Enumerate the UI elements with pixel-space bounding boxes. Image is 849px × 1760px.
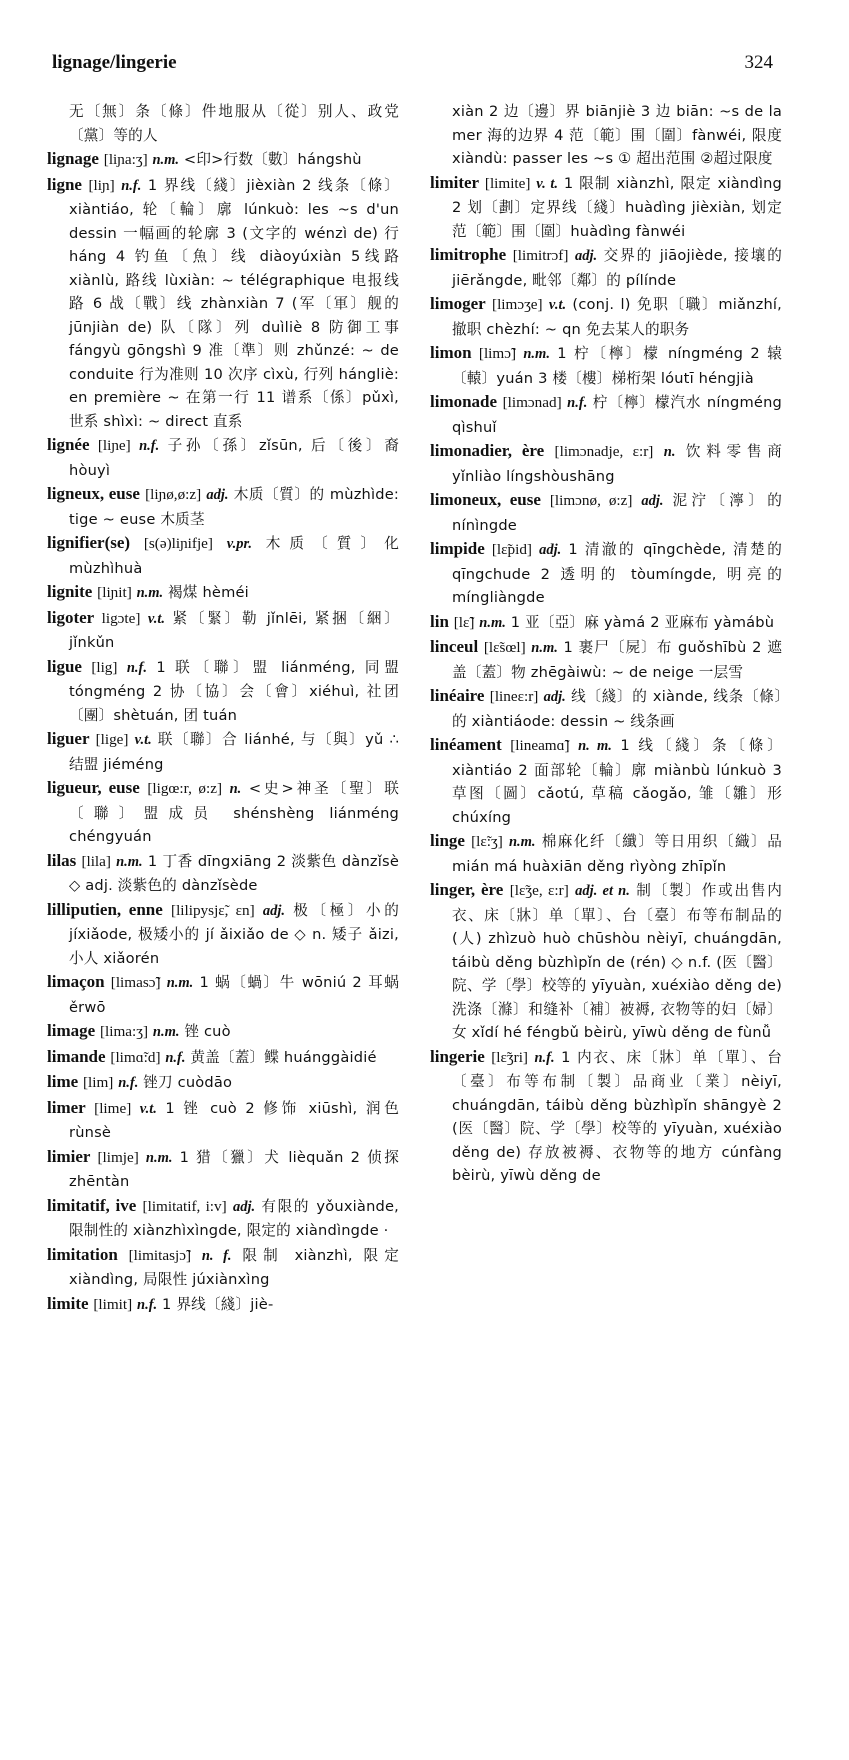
phonetic: [lɛ̃pid]	[491, 541, 532, 558]
grammar-label: n.m.	[152, 152, 180, 168]
headword: linéament	[430, 735, 502, 754]
dictionary-entry	[47, 1194, 399, 1243]
definition: 1 限制 xiànzhì, 限定 xiàndìng 2 划〔劃〕定界线〔綫〕huàdìng jièxiàn, 划定范〔範〕围〔圍〕huàdìng fànwéi	[452, 174, 782, 240]
phonetic: [limitatif, i:v]	[142, 1197, 227, 1215]
dictionary-entry	[47, 898, 399, 971]
dictionary-entry	[47, 147, 399, 173]
definition: 1 锉 cuò 2 修饰 xiūshì, 润色 rùnsè	[69, 1099, 400, 1141]
headword: linceul	[430, 637, 479, 656]
dictionary-entry	[430, 733, 782, 829]
phonetic: [lɛ̃ʒe, ɛ:r]	[509, 882, 569, 899]
phonetic: [lɛ̃]	[453, 613, 475, 631]
headword: limoneux, euse	[430, 490, 541, 509]
grammar-label: n.m.	[508, 834, 536, 850]
grammar-label: adj.	[641, 493, 664, 509]
definition: 1 蜗〔蝸〕牛 wōniú 2 耳蜗 ěrwō	[69, 974, 399, 1016]
definition: 锉 cuò	[184, 1023, 231, 1040]
phonetic: [limɔnad]	[502, 394, 562, 411]
grammar-label: n.m.	[531, 640, 558, 656]
grammar-label: n.m.	[136, 585, 164, 601]
dictionary-entry	[47, 776, 399, 849]
phonetic: [limit]	[93, 1295, 133, 1313]
phonetic: [liɲe]	[97, 437, 131, 454]
phonetic: [lɛ̃ʒri]	[491, 1048, 528, 1066]
headword: ligoter	[47, 607, 95, 627]
definition: 褐煤 hèméi	[168, 584, 249, 601]
entry-continuation	[47, 100, 399, 147]
headword: lignifier(se)	[47, 533, 131, 552]
definition: 棉麻化纤〔纖〕等日用织〔織〕品 mián má huàxiān děng rìyòng zhīpǐn	[452, 833, 783, 875]
definition: 1 内衣、床〔牀〕单〔單〕、台〔臺〕布等布制〔製〕品商业〔業〕nèiyī, chuángdān, táibù děng bùzhìpǐn shāngyè 2 (医〔醫〕院、学〔學〕校等的 yīyuàn, xuéxiào děng de) 存放被褥、衣物等的地方 cúnfàng bèirù, yīwù děng de	[452, 1048, 782, 1184]
headword: limande	[47, 1046, 106, 1066]
dictionary-entry	[47, 606, 399, 655]
definition: 锉刀 cuòdāo	[143, 1074, 233, 1091]
left-column	[47, 100, 399, 1317]
dictionary-entry	[430, 390, 782, 439]
grammar-label: v.t.	[147, 610, 166, 627]
phonetic: [lɛ̃sœl]	[483, 639, 526, 656]
grammar-label: n.f.	[534, 1049, 555, 1066]
definition: 1 裹尸〔屍〕布 guǒshībù 2 遮盖〔蓋〕物 zhēgàiwù: ~ de neige 一层雪	[452, 639, 783, 681]
definition: 交界的 jiāojiède, 接壤的 jiērǎngde, 毗邻〔鄰〕的 pílínde	[452, 247, 783, 289]
dictionary-entry	[47, 970, 399, 1019]
headword: limitatif, ive	[47, 1195, 137, 1215]
definition: 紧〔緊〕勒 jǐnlēi, 紧捆〔綑〕jǐnkǔn	[69, 609, 400, 651]
grammar-label: n.m.	[479, 614, 506, 631]
dictionary-entry	[430, 439, 782, 488]
right-column	[430, 100, 782, 1188]
headword: lilas	[47, 850, 77, 870]
dictionary-entry	[430, 243, 782, 292]
headword: linger, ère	[430, 880, 504, 899]
headword: limonadier, ère	[430, 441, 545, 460]
definition: 1 线〔綫〕条〔條〕xiàntiáo 2 面部轮〔輪〕廓 miànbù lúnkuò 3 草图〔圖〕cǎotú, 草稿 cǎogǎo, 雏〔雛〕形 chúxíng	[452, 737, 783, 826]
dictionary-entry	[47, 727, 399, 776]
definition: 泥泞〔濘〕的 nínìngde	[452, 492, 782, 534]
headword: linge	[430, 831, 465, 850]
grammar-label: n.	[229, 781, 242, 797]
page-number: 324	[744, 52, 773, 73]
phonetic: [lineɛ:r]	[489, 688, 539, 705]
definition: (conj. l) 免职〔職〕miǎnzhí, 撤职 chèzhí: ~ qn 免去某人的职务	[452, 296, 783, 338]
headword: limier	[47, 1146, 91, 1166]
dictionary-entry	[47, 1096, 399, 1145]
dictionary-entry	[47, 173, 399, 434]
dictionary-entry	[430, 292, 782, 341]
dictionary-entry	[47, 1292, 399, 1318]
headword: ligue	[47, 656, 82, 676]
definition: 饮料零售商 yǐnliào língshòushāng	[452, 443, 783, 485]
dictionary-entry	[47, 433, 399, 482]
definition: 柠〔檸〕檬汽水 níngméng qìshuǐ	[452, 394, 782, 436]
grammar-label: v. t.	[536, 175, 559, 192]
definition: 有限的 yǒuxiànde, 限制性的 xiànzhìxìngde, 限定的 xiàndìngde ·	[69, 1197, 399, 1239]
phonetic: [limasɔ̃]	[110, 974, 161, 991]
headword: limer	[47, 1097, 86, 1117]
grammar-label: adj.	[539, 542, 562, 558]
grammar-label: adj.	[543, 689, 566, 705]
definition: 1 亚〔亞〕麻 yàmá 2 亚麻布 yàmábù	[510, 613, 775, 631]
definition: 1 联〔聯〕盟 liánméng, 同盟 tóngméng 2 协〔協〕会〔會〕xiéhuì, 社团〔團〕shètuán, 团 tuán	[69, 658, 400, 724]
headword: limitrophe	[430, 245, 507, 264]
dictionary-entry	[430, 171, 782, 244]
phonetic: [limɑ̃:d]	[110, 1048, 161, 1066]
grammar-label: adj.	[232, 1198, 256, 1215]
definition: 无〔無〕条〔條〕件地服从〔從〕别人、政党〔黨〕等的人	[69, 103, 399, 144]
grammar-label: adj.	[206, 487, 229, 503]
headword: limiter	[430, 172, 480, 192]
dictionary-entry	[47, 1243, 399, 1292]
dictionary-entry	[430, 610, 782, 636]
definition: 1 清澈的 qīngchède, 清楚的 qīngchude 2 透明的 tòumíngde, 明亮的 míngliàngde	[452, 541, 783, 606]
phonetic: [limɔnø, ø:z]	[549, 492, 633, 509]
grammar-label: n.m.	[145, 1149, 173, 1166]
dictionary-entry	[430, 684, 782, 733]
dictionary-entry	[47, 580, 399, 606]
headword: ligneux, euse	[47, 484, 140, 503]
grammar-label: n.f.	[121, 177, 142, 194]
phonetic: [liɲø,ø:z]	[145, 486, 202, 503]
phonetic: [lige]	[95, 731, 129, 748]
phonetic: [limitasjɔ̃]	[128, 1246, 192, 1264]
grammar-label: adj. et n.	[575, 883, 630, 899]
definition: xiàn 2 边〔邊〕界 biānjiè 3 边 biān: ~s de la mer 海的边界 4 范〔範〕围〔圍〕fànwéi, 限度 xiàndù: passer les ~s ① 超出范围 ②超过限度	[452, 103, 782, 167]
definition: 1 界线〔綫〕jièxiàn 2 线条〔條〕xiàntiáo, 轮〔輪〕廓 lúnkuò: les ~s d'un dessin 一幅画的轮廓 3 (文字的 wénzì de) 行 háng 4 钓鱼〔魚〕线 diàoyúxiàn 5线路 xiànlù, 路线 lùxiàn: ~ télégraphique 电报线路 6 战〔戰〕线 zhànxiàn 7 (军〔軍〕舰的 jūnjiàn de) 队〔隊〕列 duìliè 8 防御工事 fángyù gōngshì 9 准〔準〕则 zhǔnzé: ~ de conduite 行为准则 10 次序 cìxù, 行列 hángliè: en première ~ 在第一行 11 谱系〔係〕pǔxì, 世系 shìxì: ~ direct 直系	[69, 176, 400, 430]
dictionary-entry	[47, 1070, 399, 1096]
grammar-label: n.f.	[137, 1296, 158, 1313]
grammar-label: n.m.	[116, 853, 143, 870]
grammar-label: adj.	[262, 902, 286, 919]
phonetic: [lig]	[91, 658, 118, 676]
dictionary-entry	[47, 1045, 399, 1071]
phonetic: [lim]	[82, 1074, 114, 1091]
definition: 1 猎〔獵〕犬 lièquǎn 2 侦探 zhēntàn	[69, 1148, 400, 1190]
grammar-label: n.	[663, 444, 676, 460]
page-header	[52, 52, 773, 82]
grammar-label: n.f.	[165, 1049, 186, 1066]
definition: 极〔極〕小的 jíxiǎode, 极矮小的 jí ǎixiǎo de ◇ n. 矮子 ǎizi, 小人 xiǎorén	[69, 901, 399, 967]
phonetic: [limje]	[97, 1148, 139, 1166]
headword: ligne	[47, 174, 82, 194]
phonetic: [lilipysjɛ̃, ɛn]	[171, 901, 255, 919]
grammar-label: v.t.	[134, 732, 152, 748]
dictionary-entry	[430, 1045, 782, 1188]
headword: limonade	[430, 392, 498, 411]
grammar-label: v.t.	[139, 1100, 157, 1117]
phonetic: [liɲa:ʒ]	[103, 151, 148, 168]
headword: limpide	[430, 539, 485, 558]
entry-continuation	[430, 100, 782, 171]
grammar-label: v.t.	[548, 297, 567, 313]
phonetic: [limite]	[484, 174, 531, 192]
phonetic: [lineamɑ̃]	[510, 737, 570, 754]
phonetic: [limitrɔf]	[512, 247, 569, 264]
headword: lime	[47, 1072, 79, 1091]
dictionary-entry	[430, 341, 782, 390]
headword: lilliputien, enne	[47, 899, 163, 919]
headword: lingerie	[430, 1046, 485, 1066]
phonetic: [limɔʒe]	[492, 296, 543, 313]
phonetic: [liɲit]	[97, 584, 132, 601]
grammar-label: n.m.	[166, 975, 194, 991]
phonetic: [liɲ]	[88, 176, 115, 194]
dictionary-entry	[47, 1019, 399, 1045]
headword: liguer	[47, 729, 90, 748]
dictionary-entry	[47, 655, 399, 728]
phonetic: [s(ə)liɲifje]	[143, 535, 213, 552]
dictionary-entry	[430, 488, 782, 537]
definition: 木质〔質〕化 mùzhìhuà	[69, 535, 399, 577]
dictionary-entry	[430, 537, 782, 610]
definition: 1 柠〔檸〕檬 níngméng 2 辕〔轅〕yuán 3 楼〔樓〕梯桁架 lóutī héngjià	[452, 345, 783, 387]
headword: limoger	[430, 294, 486, 313]
definition: 黄盖〔蓋〕鲽 huánggàidié	[190, 1048, 377, 1066]
definition: 限制 xiànzhì, 限定 xiàndìng, 局限性 júxiànxìng	[69, 1246, 399, 1288]
headword: ligueur, euse	[47, 778, 140, 797]
phonetic: [ligœ:r, ø:z]	[147, 780, 222, 797]
headword: limage	[47, 1021, 96, 1040]
phonetic: ligɔte]	[101, 609, 141, 627]
headword: limaçon	[47, 972, 105, 991]
headword: limitation	[47, 1244, 118, 1264]
dictionary-entry	[47, 482, 399, 531]
definition: 线〔綫〕的 xiànde, 线条〔條〕的 xiàntiáode: dessin ~ 线条画	[452, 688, 783, 730]
dictionary-entry	[47, 1145, 399, 1194]
definition: 1 界线〔綫〕jiè-	[162, 1295, 274, 1313]
headword: lignite	[47, 582, 93, 601]
phonetic: [limɔ̃]	[478, 345, 517, 362]
dictionary-entry	[430, 878, 782, 1045]
grammar-label: n.f.	[139, 438, 160, 454]
phonetic: [lime]	[94, 1099, 132, 1117]
definition: 联〔聯〕合 liánhé, 与〔與〕yǔ ∴ 结盟 jiéméng	[69, 731, 399, 773]
phonetic: [lila]	[81, 852, 111, 870]
definition: 1 丁香 dīngxiāng 2 淡紫色 dànzǐsè ◇ adj. 淡紫色的 dànzǐsède	[69, 852, 399, 894]
phonetic: [lɛ̃:ʒ]	[471, 833, 503, 850]
dictionary-entry	[430, 635, 782, 684]
grammar-label: n.f.	[118, 1075, 139, 1091]
definition: 木质〔質〕的 mùzhìde: tige ~ euse 木质茎	[69, 486, 400, 528]
grammar-label: n.f.	[126, 659, 147, 676]
running-headwords: lignage/lingerie	[52, 52, 177, 73]
grammar-label: n. f.	[201, 1247, 232, 1264]
headword: lignée	[47, 435, 90, 454]
headword: limite	[47, 1293, 89, 1313]
headword: limon	[430, 343, 472, 362]
definition: 制〔製〕作或出售内衣、床〔牀〕单〔單〕、台〔臺〕布等布制品的 (人) zhìzuò huò chūshòu nèiyī, chuángdān, táibù děng bùzhìpǐn de (rén) ◇ n.f. (医〔醫〕院、学〔學〕校等的 yīyuàn, xuéxiào děng de) 洗涤〔滌〕和缝补〔補〕被褥, 衣物等的妇〔婦〕女 xǐdí hé féngbǔ bèirù, yīwù děng de fùnǚ	[452, 882, 783, 1041]
dictionary-entry	[47, 849, 399, 898]
grammar-label: n.f.	[567, 395, 588, 411]
headword: lin	[430, 611, 449, 631]
grammar-label: n.m.	[523, 346, 550, 362]
dictionary-entry	[430, 829, 782, 878]
grammar-label: v.pr.	[226, 536, 252, 552]
definition: <史>神圣〔聖〕联〔聯〕盟成员 shénshèng liánméng chéngyuán	[69, 780, 400, 845]
headword: lignage	[47, 149, 99, 168]
definition: 子孙〔孫〕zǐsūn, 后〔後〕裔 hòuyì	[69, 437, 400, 479]
dictionary-entry	[47, 531, 399, 580]
grammar-label: n.m.	[152, 1024, 180, 1040]
headword: linéaire	[430, 686, 485, 705]
grammar-label: n. m.	[578, 738, 612, 754]
phonetic: [limɔnadje, ɛ:r]	[554, 443, 654, 460]
definition: <印>行数〔數〕hángshù	[183, 151, 362, 168]
grammar-label: adj.	[574, 248, 598, 264]
phonetic: [lima:ʒ]	[99, 1023, 149, 1040]
